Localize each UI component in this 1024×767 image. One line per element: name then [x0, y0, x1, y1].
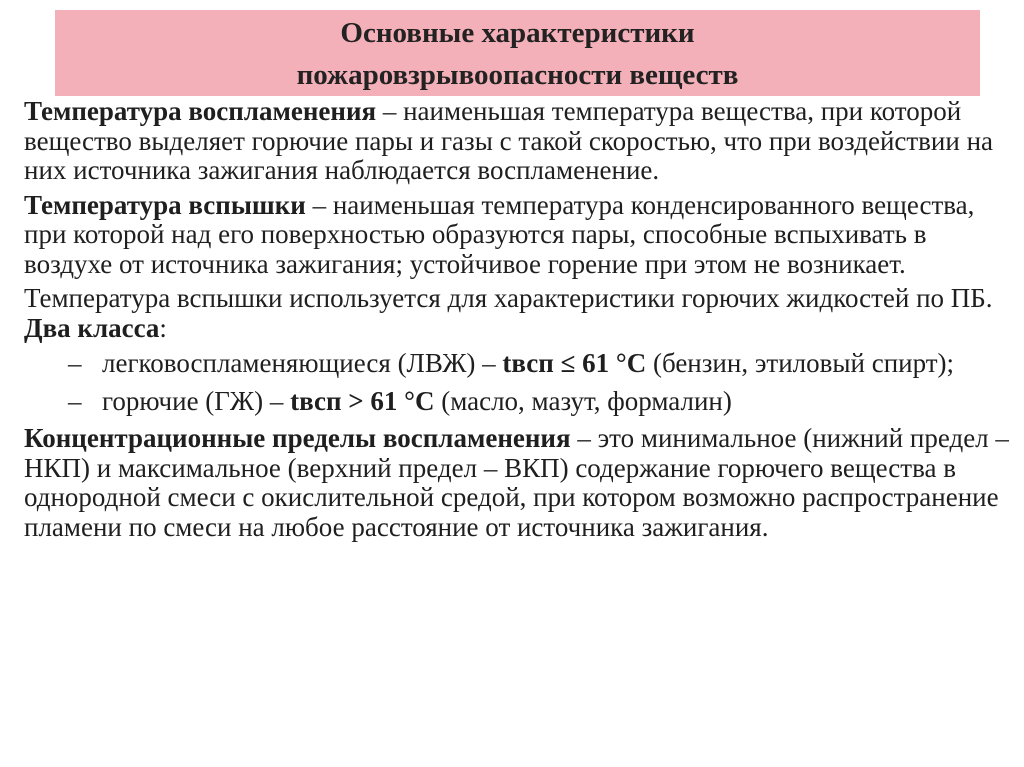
slide-title-line-1: Основные характеристики — [340, 17, 695, 49]
list-item-flammable-liquids — [24, 349, 1009, 379]
slide-title — [55, 12, 980, 96]
flash-point-usage-suffix: : — [159, 312, 167, 343]
ignition-temperature-definition: – наименьшая температура вещества, при которой вещество выделяет горючие пары и газы с такой скоростью, что при воздействии на них источника зажигания наблюдается воспламенение. — [24, 96, 994, 185]
two-classes-emphasis: Два класса — [24, 312, 160, 343]
class-text: легковоспламеняющиеся (ЛВЖ) – — [102, 348, 503, 378]
concentration-limits-paragraph — [24, 424, 1009, 542]
ignition-temperature-paragraph — [24, 97, 1009, 186]
flash-point-term: Температура вспышки — [24, 189, 306, 220]
class-examples: (масло, мазут, формалин) — [434, 385, 732, 416]
concentration-limits-definition: – это минимальное (нижний предел – НКП) и максимальное (верхний предел – ВКП) содержание горючего вещества в однородной смеси с окислительной средой, при котором возможно распространение пламени по смеси на любое расстояние от источника зажигания. — [24, 423, 1009, 542]
class-examples: (бензин, этиловый спирт); — [646, 348, 955, 378]
class-text: горючие (ГЖ) – — [102, 385, 291, 416]
flash-point-usage-paragraph — [24, 284, 1009, 343]
flash-point-usage-text: Температура вспышки используется для характеристики горючих жидкостей по ПБ. — [24, 283, 993, 313]
dash-marker: – — [68, 348, 82, 378]
class-flash-point-condition: tвсп > 61 °С — [290, 385, 435, 416]
slide-content — [24, 97, 1009, 547]
slide-title-line-2: пожаровзрывоопасности веществ — [296, 59, 739, 91]
ignition-temperature-term: Температура воспламенения — [24, 96, 377, 126]
concentration-limits-term: Концентрационные пределы воспламенения — [24, 423, 571, 453]
class-flash-point-condition: tвсп ≤ 61 °С — [502, 348, 647, 378]
list-item-combustible-liquids — [24, 387, 1009, 417]
flash-point-definition: – наименьшая температура конденсированного вещества, при которой над его поверхностью образуются пары, способные вспыхивать в воздухе от источника зажигания; устойчивое горение при этом не возникает. — [24, 189, 975, 279]
dash-marker: – — [68, 385, 82, 416]
liquid-classes-list — [24, 349, 1009, 416]
flash-point-paragraph — [24, 191, 1009, 280]
